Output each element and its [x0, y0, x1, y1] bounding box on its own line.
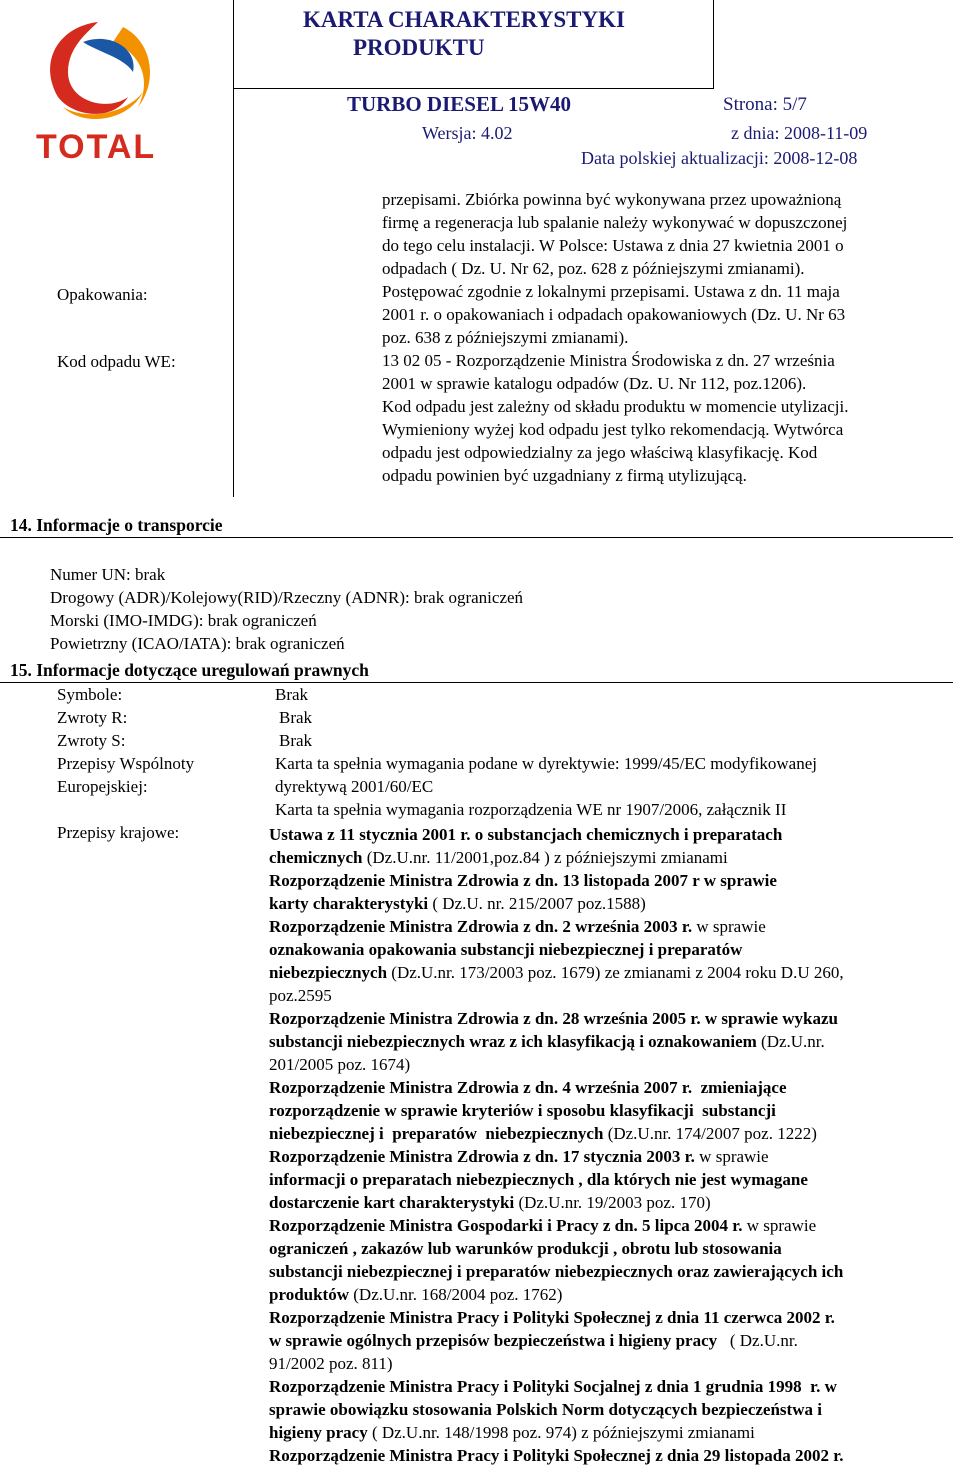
page-number: Strona: 5/7 — [723, 94, 807, 115]
regulation-text: (Dz.U.nr. 11/2001,poz.84 ) z późniejszymi zmianami — [362, 848, 728, 867]
regulation-text: Rozporządzenie Ministra Pracy i Polityki Społecznej z dnia 11 czerwca 2002 r. — [269, 1308, 835, 1327]
regulation-text: informacji o preparatach niebezpiecznych , dla których nie jest wymagane — [269, 1170, 808, 1189]
regulation-text: (Dz.U.nr. — [756, 1032, 825, 1051]
regulation-text: 91/2002 poz. 811) — [269, 1354, 393, 1373]
waste-line: do tego celu instalacji. W Polsce: Ustawa z dnia 27 kwietnia 2001 o — [382, 236, 844, 255]
regulation-line — [269, 915, 959, 938]
regulation-text: Rozporządzenie Ministra Zdrowia z dn. 4 września 2007 r. zmieniające — [269, 1078, 787, 1097]
section-14-rule — [0, 537, 953, 538]
regulation-text: (Dz.U.nr. 173/2003 poz. 1679) ze zmianami z 2004 roku D.U 260, — [387, 963, 844, 982]
waste-line: 13 02 05 - Rozporządzenie Ministra Środowiska z dn. 27 września — [382, 351, 835, 370]
transport-line: Morski (IMO-IMDG): brak ograniczeń — [50, 611, 317, 630]
regulation-line — [269, 1352, 959, 1375]
regulation-line — [269, 1260, 959, 1283]
regulation-line — [269, 1030, 959, 1053]
regulation-line — [269, 846, 959, 869]
title-line-1: KARTA CHARAKTERYSTYKI — [303, 7, 625, 32]
regulation-line — [269, 1283, 959, 1306]
regulation-line — [269, 1214, 959, 1237]
release-date: z dnia: 2008-11-09 — [731, 123, 868, 143]
regulation-line — [269, 892, 959, 915]
regulation-text: higieny pracy — [269, 1423, 368, 1442]
waste-line: odpadu powinien być uzgadniany z firmą utylizującą. — [382, 466, 747, 485]
regulation-text: niebezpiecznych — [269, 963, 388, 982]
version: Wersja: 4.02 — [422, 123, 513, 143]
waste-line: firmę a regeneracja lub spalanie należy wykonywać w dopuszczonej — [382, 213, 848, 232]
regulation-text: w sprawie — [694, 1147, 769, 1166]
s-phrases-value: Brak — [279, 731, 313, 750]
regulation-line — [269, 1398, 959, 1421]
waste-line: odpadu jest odpowiedzialny za jego właściwą klasyfikację. Kod — [382, 443, 818, 462]
regulation-text: Rozporządzenie Ministra Gospodarki i Pracy z dn. 5 lipca 2004 r. — [269, 1216, 743, 1235]
national-regulations-label: Przepisy krajowe: — [57, 823, 180, 842]
regulation-text: Rozporządzenie Ministra Zdrowia z dn. 13 listopada 2007 r w sprawie — [269, 871, 777, 890]
eu-regulation-line: dyrektywą 2001/60/EC — [275, 777, 434, 796]
regulation-text: Rozporządzenie Ministra Pracy i Polityki Socjalnej z dnia 1 grudnia 1998 r. w — [269, 1377, 837, 1396]
regulation-text: ograniczeń , zakazów lub warunków produkcji , obrotu lub stosowania — [269, 1239, 782, 1258]
eu-regulations-label-1: Przepisy Wspólnoty — [57, 754, 195, 773]
section-15-rule — [0, 682, 953, 683]
regulation-text: substancji niebezpiecznych wraz z ich klasyfikacją i oznakowaniem — [269, 1032, 757, 1051]
regulation-text: ( Dz.U.nr. — [717, 1331, 798, 1350]
regulation-text: Rozporządzenie Ministra Pracy i Polityki Społecznej z dnia 29 listopada 2002 r. — [269, 1446, 844, 1465]
waste-code-label: Kod odpadu WE: — [57, 352, 176, 371]
r-phrases-label: Zwroty R: — [57, 708, 128, 727]
waste-line: poz. 638 z późniejszymi zmianami). — [382, 328, 629, 347]
regulation-text: Ustawa z 11 stycznia 2001 r. o substancjach chemicznych i preparatach — [269, 825, 783, 844]
regulation-text: Rozporządzenie Ministra Zdrowia z dn. 28 września 2005 r. w sprawie wykazu — [269, 1009, 839, 1028]
symbols-label: Symbole: — [57, 685, 123, 704]
regulation-line — [269, 1329, 959, 1352]
regulation-text: ( Dz.U.nr. 148/1998 poz. 974) z późniejszymi zmianami — [367, 1423, 755, 1442]
regulation-line — [269, 1444, 959, 1467]
polish-update-date: Data polskiej aktualizacji: 2008-12-08 — [581, 148, 858, 168]
regulation-text: 201/2005 poz. 1674) — [269, 1055, 411, 1074]
regulation-line — [269, 1099, 959, 1122]
regulation-line — [269, 984, 959, 1007]
regulation-text: ( Dz.U. nr. 215/2007 poz.1588) — [428, 894, 646, 913]
document-header — [0, 0, 960, 172]
transport-line: Drogowy (ADR)/Kolejowy(RID)/Rzeczny (ADNR): brak ograniczeń — [50, 588, 524, 607]
regulation-text: dostarczenie kart charakterystyki — [269, 1193, 515, 1212]
waste-line: Wymieniony wyżej kod odpadu jest tylko rekomendacją. Wytwórca — [382, 420, 844, 439]
regulation-line — [269, 1191, 959, 1214]
regulation-line — [269, 1168, 959, 1191]
logo-cell — [0, 0, 234, 172]
regulation-line — [269, 869, 959, 892]
regulation-text: produktów — [269, 1285, 349, 1304]
regulation-text: (Dz.U.nr. 168/2004 poz. 1762) — [349, 1285, 563, 1304]
regulation-text: niebezpiecznej i preparatów niebezpiecznych — [269, 1124, 604, 1143]
title-line-2: PRODUKTU — [353, 35, 485, 60]
regulation-text: poz.2595 — [269, 986, 332, 1005]
regulation-text: Rozporządzenie Ministra Zdrowia z dn. 2 września 2003 r. — [269, 917, 693, 936]
regulation-line — [269, 1145, 959, 1168]
regulation-text: w sprawie — [742, 1216, 817, 1235]
regulation-line — [269, 961, 959, 984]
regulation-line — [269, 1053, 959, 1076]
regulation-text: oznakowania opakowania substancji niebezpiecznej i preparatów — [269, 940, 743, 959]
regulation-text: substancji niebezpiecznej i preparatów niebezpiecznych oraz zawierających ich — [269, 1262, 844, 1281]
section-15-title: 15. Informacje dotyczące uregulowań prawnych — [10, 660, 369, 680]
product-name: TURBO DIESEL 15W40 — [347, 92, 572, 116]
document-title — [233, 0, 713, 62]
transport-line: Powietrzny (ICAO/IATA): brak ograniczeń — [50, 634, 345, 653]
regulation-text: w sprawie ogólnych przepisów bezpieczeństwa i higieny pracy — [269, 1331, 718, 1350]
waste-line: odpadach ( Dz. U. Nr 62, poz. 628 z późniejszymi zmianami). — [382, 259, 805, 278]
regulation-text: Rozporządzenie Ministra Zdrowia z dn. 17 stycznia 2003 r. — [269, 1147, 695, 1166]
title-cell — [233, 0, 714, 89]
eu-regulation-line: Karta ta spełnia wymagania rozporządzenia WE nr 1907/2006, załącznik II — [275, 800, 787, 819]
national-regulations-list — [269, 823, 959, 1467]
regulation-text: (Dz.U.nr. 19/2003 poz. 170) — [514, 1193, 711, 1212]
waste-line: Postępować zgodnie z lokalnymi przepisami. Ustawa z dn. 11 maja — [382, 282, 840, 301]
regulation-text: sprawie obowiązku stosowania Polskich Norm dotyczących bezpieczeństwa i — [269, 1400, 822, 1419]
waste-line: przepisami. Zbiórka powinna być wykonywana przez upoważnioną — [382, 190, 842, 209]
column-divider — [233, 172, 234, 497]
waste-text — [382, 188, 952, 487]
regulation-line — [269, 1237, 959, 1260]
regulation-line — [269, 1421, 959, 1444]
waste-line: 2001 w sprawie katalogu odpadów (Dz. U. Nr 112, poz.1206). — [382, 374, 807, 393]
symbols-value: Brak — [275, 685, 309, 704]
eu-regulation-line: Karta ta spełnia wymagania podane w dyrektywie: 1999/45/EC modyfikowanej — [275, 754, 817, 773]
regulation-text: karty charakterystyki — [269, 894, 429, 913]
regulation-text: rozporządzenie w sprawie kryteriów i sposobu klasyfikacji substancji — [269, 1101, 776, 1120]
regulation-line — [269, 1076, 959, 1099]
regulation-text: w sprawie — [692, 917, 766, 936]
r-phrases-value: Brak — [279, 708, 313, 727]
regulation-line — [269, 1122, 959, 1145]
regulation-line — [269, 1306, 959, 1329]
waste-line: Kod odpadu jest zależny od składu produktu w momencie utylizacji. — [382, 397, 849, 416]
transport-line: Numer UN: brak — [50, 565, 166, 584]
regulation-line — [269, 1007, 959, 1030]
section-14-title: 14. Informacje o transporcie — [10, 515, 223, 535]
regulation-line — [269, 1375, 959, 1398]
packaging-label: Opakowania: — [57, 285, 148, 304]
regulation-line — [269, 938, 959, 961]
waste-line: 2001 r. o opakowaniach i odpadach opakowaniowych (Dz. U. Nr 63 — [382, 305, 846, 324]
s-phrases-label: Zwroty S: — [57, 731, 126, 750]
regulation-line — [269, 823, 959, 846]
regulation-text: chemicznych — [269, 848, 363, 867]
product-info — [233, 88, 960, 172]
regulation-text: (Dz.U.nr. 174/2007 poz. 1222) — [603, 1124, 817, 1143]
eu-regulations-label-2: Europejskiej: — [57, 777, 148, 796]
logo-wordmark: TOTAL — [36, 128, 157, 166]
